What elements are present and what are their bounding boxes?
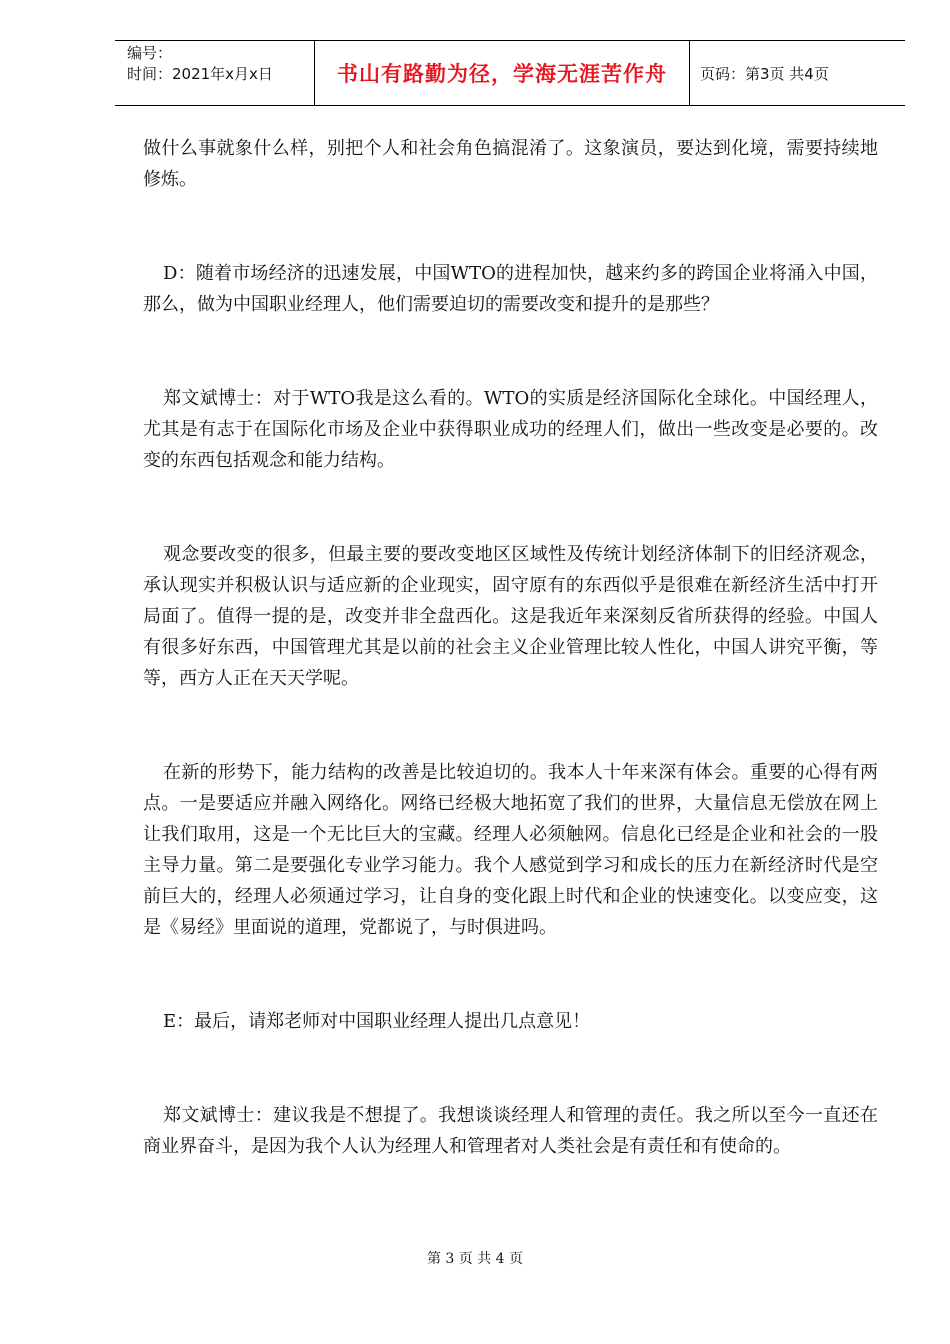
paragraph: D：随着市场经济的迅速发展，中国WTO的进程加快，越来约多的跨国企业将涌入中国，那么，做为中国职业经理人，他们需要迫切的需要改变和提升的是那些？ <box>143 263 878 315</box>
header-info-cell <box>115 41 315 105</box>
paragraph: E：最后，请郑老师对中国职业经理人提出几点意见！ <box>163 1011 591 1032</box>
document-body <box>143 133 878 1162</box>
page-footer: 第 3 页 共 4 页 <box>426 1251 524 1267</box>
paragraph: 郑文斌博士：对于WTO我是这么看的。WTO的实质是经济国际化全球化。中国经理人，尤其是有志于在国际化市场及企业中获得职业成功的经理人们，做出一些改变是必要的。改变的东西包括观念和能力结构。 <box>143 388 878 471</box>
page-header <box>115 40 905 106</box>
serial-number-label: 编号： <box>127 44 173 62</box>
header-page-info: 页码：第3页 共4页 <box>700 64 829 83</box>
paragraph: 郑文斌博士：建议我是不想提了。我想谈谈经理人和管理的责任。我之所以至今一直还在商业界奋斗，是因为我个人认为经理人和管理者对人类社会是有责任和有使命的。 <box>143 1105 878 1157</box>
paragraph: 观念要改变的很多，但最主要的要改变地区区域性及传统计划经济体制下的旧经济观念，承认现实并积极认识与适应新的企业现实，固守原有的东西似乎是很难在新经济生活中打开局面了。值得一提的是，改变并非全盘西化。这是我近年来深刻反省所获得的经验。中国人有很多好东西，中国管理尤其是以前的社会主义企业管理比较人性化，中国人讲究平衡，等等，西方人正在天天学呢。 <box>143 544 878 689</box>
paragraph: 在新的形势下，能力结构的改善是比较迫切的。我本人十年来深有体会。重要的心得有两点。一是要适应并融入网络化。网络已经极大地拓宽了我们的世界，大量信息无偿放在网上让我们取用，这是一个无比巨大的宝藏。经理人必须触网。信息化已经是企业和社会的一股主导力量。第二是要强化专业学习能力。我个人感觉到学习和成长的压力在新经济时代是空前巨大的，经理人必须通过学习，让自身的变化跟上时代和企业的快速变化。以变应变，这是《易经》里面说的道理，党都说了，与时俱进吗。 <box>143 762 878 938</box>
date-label: 时间：2021年x月x日 <box>127 65 273 83</box>
header-motto: 书山有路勤为径，学海无涯苦作舟 <box>315 41 690 105</box>
paragraph: 做什么事就象什么样，别把个人和社会角色搞混淆了。这象演员，要达到化境，需要持续地修炼。 <box>143 138 878 190</box>
